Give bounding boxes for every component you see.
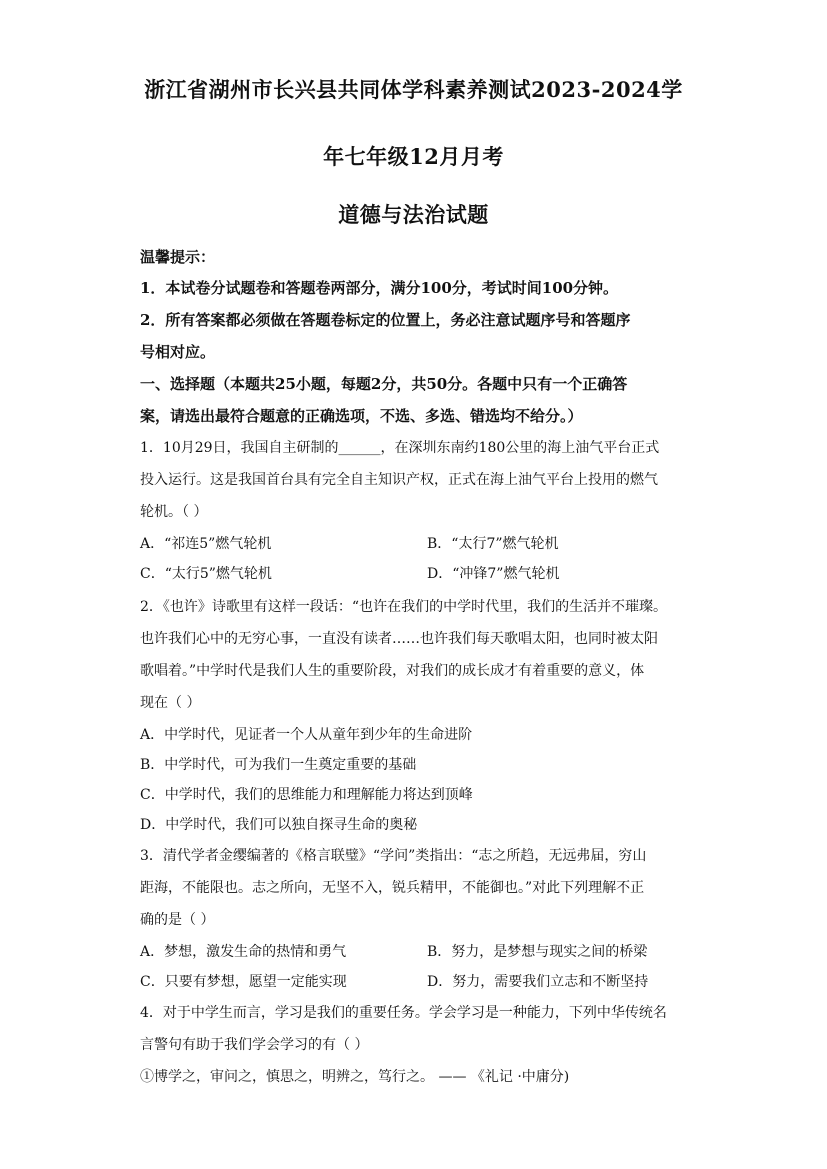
- notice-item-2-line-1: 2．所有答案都必须做在答题卷标定的位置上，务必注意试题序号和答题序: [140, 311, 631, 329]
- subject-title: 道德与法治试题: [338, 202, 489, 227]
- question-4-line-2: 言警句有助于我们学会学习的有（ ）: [140, 1037, 369, 1053]
- question-1-option-c: C．“太行5”燃气轮机: [140, 566, 272, 582]
- section-heading-line-1: 一、选择题（本题共25小题，每题2分，共50分。各题中只有一个正确答: [140, 375, 628, 393]
- question-3-option-c: C．只要有梦想，愿望一定能实现: [140, 974, 347, 990]
- question-2-line-2: 也许我们心中的无穷心事，一直没有读者……也许我们每天歌唱太阳，也同时被太阳: [140, 631, 658, 647]
- question-1-line-2: 投入运行。这是我国首台具有完全自主知识产权，正式在海上油气平台上投用的燃气: [140, 472, 658, 488]
- question-2-line-3: 歌唱着。”中学时代是我们人生的重要阶段，对我们的成长成才有着重要的意义，体: [140, 663, 645, 679]
- question-2-option-c: C．中学时代，我们的思维能力和理解能力将达到顶峰: [140, 787, 473, 803]
- question-2-option-a: A．中学时代，见证者一个人从童年到少年的生命进阶: [140, 727, 473, 743]
- question-3-line-2: 距海，不能限也。志之所向，无坚不入，锐兵精甲，不能御也。”对此下列理解不正: [140, 880, 645, 896]
- question-1-option-a: A．“祁连5”燃气轮机: [140, 536, 272, 552]
- question-1-line-3: 轮机。（ ）: [140, 504, 208, 520]
- question-4-line-1: 4．对于中学生而言，学习是我们的重要任务。学会学习是一种能力，下列中华传统名: [140, 1005, 667, 1021]
- title-line-1: 浙江省湖州市长兴县共同体学科素养测试2023-2024学: [144, 77, 683, 102]
- notice-item-2-line-2: 号相对应。: [140, 343, 216, 361]
- question-2-option-b: B．中学时代，可为我们一生奠定重要的基础: [140, 757, 417, 773]
- question-3-option-b: B．努力，是梦想与现实之间的桥梁: [427, 944, 648, 960]
- question-1-line-1: 1．10月29日，我国自主研制的______，在深圳东南约180公里的海上油气平台正式: [140, 440, 660, 456]
- question-3-option-d: D．努力，需要我们立志和不断坚持: [427, 974, 649, 990]
- question-2-line-4: 现在（ ）: [140, 695, 201, 711]
- question-3-line-3: 确的是（ ）: [140, 912, 215, 928]
- question-4-line-3: ①博学之，审问之，慎思之，明辨之，笃行之。 —— 《礼记 ·中庸分): [140, 1069, 570, 1085]
- question-3-line-1: 3．清代学者金缨编著的《格言联璧》“学问”类指出：“志之所趋，无远弗届，穷山: [140, 848, 647, 864]
- question-3-option-a: A．梦想，激发生命的热情和勇气: [140, 944, 347, 960]
- title-line-2: 年七年级12月月考: [323, 144, 504, 169]
- question-1-option-d: D．“冲锋7”燃气轮机: [427, 566, 560, 582]
- notice-label: 温馨提示：: [140, 248, 216, 266]
- section-heading-line-2: 案，请选出最符合题意的正确选项，不选、多选、错选均不给分。）: [140, 407, 583, 425]
- question-1-option-b: B．“太行7”燃气轮机: [427, 536, 559, 552]
- question-2-line-1: 2．《也许》诗歌里有这样一段话：“也许在我们的中学时代里，我们的生活并不璀璨。: [140, 599, 668, 615]
- notice-item-1: 1．本试卷分试题卷和答题卷两部分，满分100分，考试时间100分钟。: [140, 279, 619, 297]
- question-2-option-d: D．中学时代，我们可以独自探寻生命的奥秘: [140, 817, 418, 833]
